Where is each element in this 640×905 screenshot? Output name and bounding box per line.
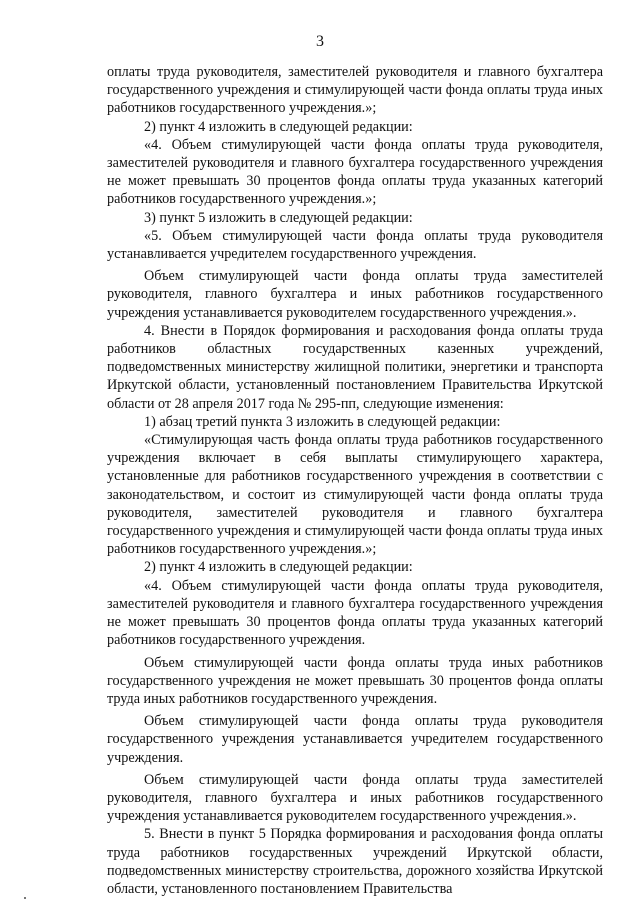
paragraph-quoted-point-5: «5. Объем стимулирующей части фонда оплаты труда руководителя устанавливается учредителем государственного учреждения. [107, 227, 603, 263]
paragraph-quoted-point-4: «4. Объем стимулирующей части фонда оплаты труда руководителя, заместителей руководителя и главного бухгалтера государственного учреждения не может превышать 30 процентов фонда оплаты труда указанных категорий работников государственного учреждения.»; [107, 136, 603, 208]
paragraph-quoted-incentive-part: «Стимулирующая часть фонда оплаты труда работников государственного учреждения включает в себя выплаты стимулирующего характера, установленные для работников государственного учреждения в соответствии с законодательством, и состоит из стимулирующей части фонда оплаты труда руководителя, заместителей руководителя и главного бухгалтера государственного учреждения и стимулирующей части фонда оплаты труда иных работников государственного учреждения.»; [107, 432, 603, 558]
page-number: 3 [316, 33, 324, 50]
paragraph-item-1-heading: 1) абзац третий пункта 3 изложить в следующей редакции: [144, 413, 501, 430]
paragraph-item-3-heading: 3) пункт 5 изложить в следующей редакции: [144, 209, 413, 226]
document-body [107, 63, 603, 898]
paragraph-continuation: оплаты труда руководителя, заместителей руководителя и главного бухгалтера государственного учреждения и стимулирующей части фонда оплаты труда иных работников государственного учреждения.»; [107, 64, 603, 117]
paragraph-section-4: 4. Внести в Порядок формирования и расходования фонда оплаты труда работников областных государственных казенных учреждений, подведомственных министерству жилищной политики, энергетики и транспорта Иркутской области, установленный постановлением Правительства Иркутской области от 28 апреля 2017 года № 295-пп, следующие изменения: [107, 322, 603, 412]
paragraph-other-workers-volume: Объем стимулирующей части фонда оплаты труда иных работников государственного учреждения не может превышать 30 процентов фонда оплаты труда иных работников государственного учреждения. [107, 654, 603, 707]
scan-artifact-dot [24, 897, 26, 899]
paragraph-deputies-volume: Объем стимулирующей части фонда оплаты труда заместителей руководителя, главного бухгалтера и иных работников государственного учреждения устанавливается руководителем государственного учреждения.». [107, 268, 603, 321]
paragraph-deputies-volume-second: Объем стимулирующей части фонда оплаты труда заместителей руководителя, главного бухгалтера и иных работников государственного учреждения устанавливается руководителем государственного учреждения.». [107, 771, 603, 825]
paragraph-quoted-point-4-second: «4. Объем стимулирующей части фонда оплаты труда руководителя, заместителей руководителя и главного бухгалтера государственного учреждения не может превышать 30 процентов фонда оплаты труда указанных категорий работников государственного учреждения. [107, 577, 603, 649]
paragraph-item-2-heading: 2) пункт 4 изложить в следующей редакции: [144, 118, 413, 135]
paragraph-head-volume: Объем стимулирующей части фонда оплаты труда руководителя государственного учреждения устанавливается учредителем государственного учреждения. [107, 713, 603, 766]
paragraph-section-5: 5. Внести в пункт 5 Порядка формирования и расходования фонда оплаты труда работников государственных учреждений Иркутской области, подведомственных министерству строительства, дорожного хозяйства Иркутской области, установленного постановлением Правительства [107, 826, 603, 897]
paragraph-item-2-heading-second: 2) пункт 4 изложить в следующей редакции: [144, 559, 413, 576]
